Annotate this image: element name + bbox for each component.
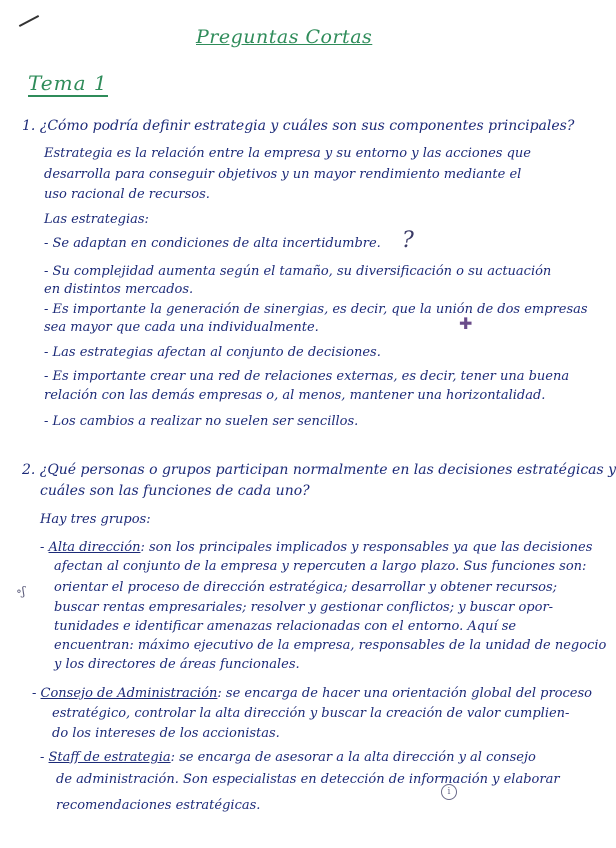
alta-direccion-line: orientar el proceso de dirección estratégica; desarrollar y obtener recursos;: [54, 580, 558, 595]
staff-first-line: - Staff de estrategia: se encarga de asesorar a la alta dirección y al consejo: [40, 750, 536, 765]
q1-bullet-cont: en distintos mercados.: [44, 282, 194, 297]
consejo-first-line: - Consejo de Administración: se encarga de hacer una orientación global del proceso: [32, 686, 592, 701]
consejo-label: Consejo de Administración: [40, 686, 218, 701]
consejo-line: estratégico, controlar la alta dirección y buscar la creación de valor cumplien-: [52, 706, 570, 721]
q1-bullet: - Los cambios a realizar no suelen ser sencillos.: [44, 414, 359, 429]
consejo-line: do los intereses de los accionistas.: [52, 726, 280, 741]
question-mark-annotation: ?: [402, 228, 414, 253]
alta-direccion-line: afectan al conjunto de la empresa y repercuten a largo plazo. Sus funciones son:: [54, 559, 587, 574]
q1-bullet-cont: relación con las demás empresas o, al menos, mantener una horizontalidad.: [44, 388, 546, 403]
question-2-cont: cuáles son las funciones de cada uno?: [40, 483, 310, 499]
pen-stroke-mark: [19, 15, 39, 27]
q1-answer-line: uso racional de recursos.: [44, 187, 210, 202]
margin-doodle-mark: ∘ʃ: [16, 584, 26, 598]
q1-bullet: - Es importante crear una red de relaciones externas, es decir, tener una buena: [44, 369, 570, 384]
question-2: 2. ¿Qué personas o grupos participan normalmente en las decisiones estratégicas y: [22, 462, 616, 478]
staff-line: de administración. Son especialistas en detección de información y elaborar: [56, 772, 560, 787]
page-title: Preguntas Cortas: [196, 26, 373, 48]
q1-answer-line: Estrategia es la relación entre la empresa y su entorno y las acciones que: [44, 146, 531, 161]
q1-answer-line: desarrolla para conseguir objetivos y un mayor rendimiento mediante el: [44, 167, 522, 182]
q1-bullet: - Es importante la generación de sinergias, es decir, que la unión de dos empresas: [44, 302, 588, 317]
q1-intro: Las estrategias:: [44, 212, 149, 227]
plus-annotation: ✚: [459, 314, 473, 333]
staff-label: Staff de estrategia: [48, 750, 171, 765]
staff-text: : se encarga de asesorar a la alta dirección y al consejo: [170, 750, 536, 765]
info-circle-icon: i: [441, 784, 457, 800]
consejo-text: : se encarga de hacer una orientación global del proceso: [217, 686, 592, 701]
q1-bullet: - Se adaptan en condiciones de alta incertidumbre.: [44, 236, 381, 251]
alta-direccion-line: encuentran: máximo ejecutivo de la empresa, responsables de la unidad de negocio: [54, 638, 607, 653]
alta-direccion-text: : son los principales implicados y responsables ya que las decisiones: [140, 540, 593, 555]
alta-direccion-label: Alta dirección: [48, 540, 141, 555]
section-heading-tema: Tema 1: [28, 71, 108, 95]
q1-bullet-cont: sea mayor que cada una individualmente.: [44, 320, 319, 335]
q2-intro: Hay tres grupos:: [40, 512, 151, 527]
alta-direccion-first-line: - Alta dirección: son los principales implicados y responsables ya que las decisiones: [40, 540, 593, 555]
alta-direccion-line: tunidades e identificar amenazas relacionadas con el entorno. Aquí se: [54, 619, 517, 634]
q1-bullet: - Las estrategias afectan al conjunto de decisiones.: [44, 345, 381, 360]
staff-line: recomendaciones estratégicas.: [56, 798, 261, 813]
alta-direccion-line: y los directores de áreas funcionales.: [54, 657, 300, 672]
question-1: 1. ¿Cómo podría definir estrategia y cuáles son sus componentes principales?: [22, 118, 575, 134]
alta-direccion-line: buscar rentas empresariales; resolver y gestionar conflictos; y buscar opor-: [54, 600, 554, 615]
q1-bullet: - Su complejidad aumenta según el tamaño, su diversificación o su actuación: [44, 264, 552, 279]
